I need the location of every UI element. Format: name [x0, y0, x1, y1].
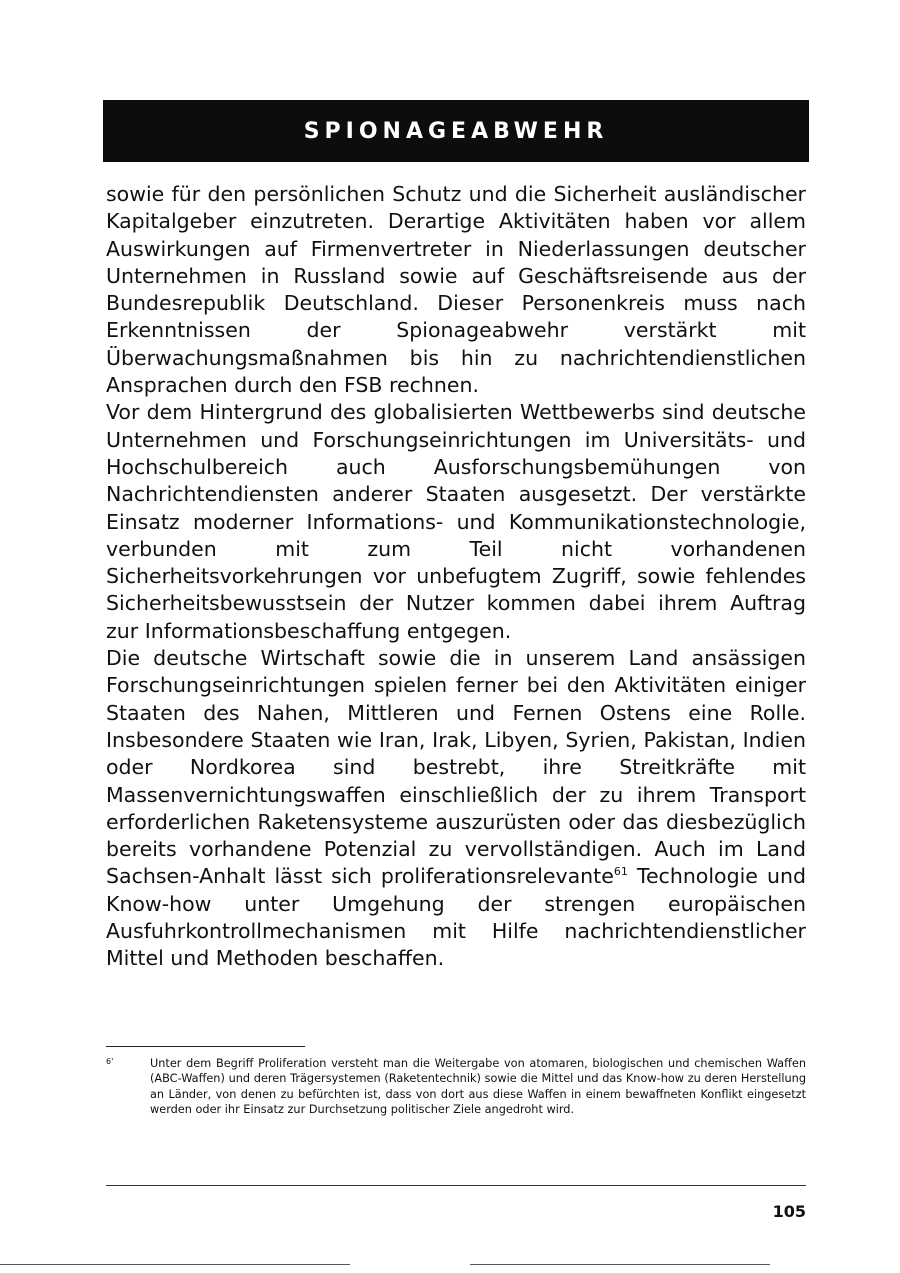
footnote-reference: 61 — [613, 865, 628, 879]
paragraph-1: sowie für den persönlichen Schutz und die Sicherheit ausländischer Kapitalgeber einzutreten. Derartige Aktivitäten haben vor allem Auswirkungen auf Firmenvertreter in Niederlassungen deutscher Unternehmen in Russland sowie auf Geschäftsreisende aus der Bundesrepublik Deutschland. Dieser Personenkreis muss nach Erkenntnissen der Spionageabwehr verstärkt mit Überwachungsmaßnahmen bis hin zu nachrichtendienstlichen Ansprachen durch den FSB rechnen. — [106, 182, 806, 398]
section-title: SPIONAGEABWEHR — [303, 118, 609, 144]
footnote — [106, 1056, 806, 1118]
paragraph-2: Vor dem Hintergrund des globalisierten Wettbewerbs sind deutsche Unternehmen und Forschungseinrichtungen im Universitäts- und Hochschulbereich auch Ausforschungsbemühungen von Nachrichtendiensten anderer Staaten ausgesetzt. Der verstärkte Einsatz moderner Informations- und Kommunikationstechnologie, verbunden mit zum Teil nicht vorhandenen Sicherheitsvorkehrungen vor unbefugtem Zugriff, sowie fehlendes Sicherheitsbewusstsein der Nutzer kommen dabei ihrem Auftrag zur Informationsbeschaffung entgegen. — [106, 400, 806, 643]
footnote-separator — [106, 1046, 305, 1047]
footnote-text: Unter dem Begriff Proliferation versteht man die Weitergabe von atomaren, biologischen und chemischen Waffen (ABC-Waffen) und deren Trägersystemen (Raketentechnik) sowie die Mittel und das Know-how zu deren Herstellung an Länder, von denen zu befürchten ist, dass von dort aus diese Waffen in einem bewaffneten Konflikt eingesetzt werden oder ihr Einsatz zur Durchsetzung politischer Ziele angedroht wird. — [150, 1057, 806, 1117]
paragraph-3 — [106, 645, 806, 973]
footnote-marker: 6' — [106, 1057, 114, 1066]
paragraph-3-text-after: Technologie und Know-how unter Umgehung der strengen europäischen Ausfuhrkontrollmechanismen mit Hilfe nachrichtendienstlicher Mittel und Methoden beschaffen. — [106, 864, 806, 971]
body-text — [106, 181, 806, 973]
page-number: 105 — [772, 1202, 806, 1221]
paragraph-3-text-before: Die deutsche Wirtschaft sowie die in unserem Land ansässigen Forschungseinrichtungen spielen ferner bei den Aktivitäten einiger Staaten des Nahen, Mittleren und Fernen Ostens eine Rolle. Insbesondere Staaten wie Iran, Irak, Libyen, Syrien, Pakistan, Indien oder Nordkorea sind bestrebt, ihre Streitkräfte mit Massenvernichtungswaffen einschließlich der zu ihrem Transport erforderlichen Raketensysteme auszurüsten oder das diesbezüglich bereits vorhandene Potenzial zu vervollständigen. Auch im Land Sachsen-Anhalt lässt sich proliferationsrelevante — [106, 646, 806, 889]
bottom-rule — [106, 1185, 806, 1186]
scan-edge-line-right — [470, 1264, 770, 1265]
section-header — [103, 100, 809, 162]
scan-edge-line-left — [0, 1264, 350, 1265]
